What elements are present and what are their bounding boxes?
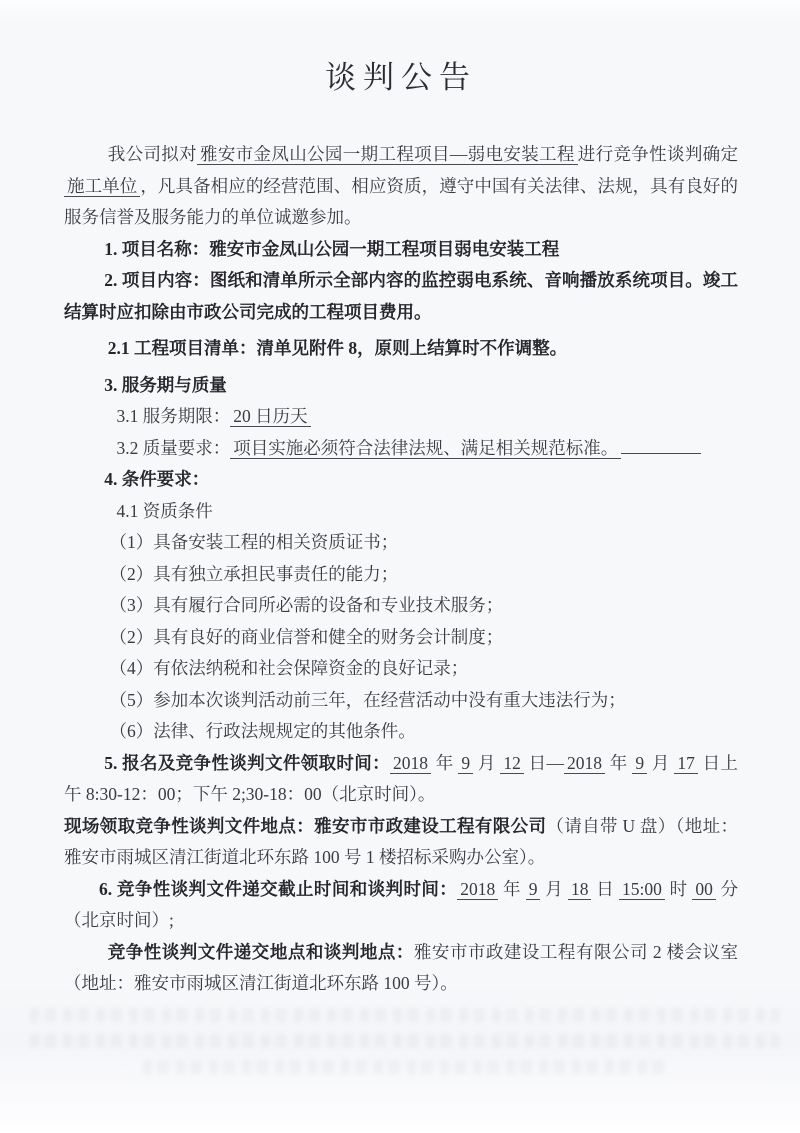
month-unit-2: 月 bbox=[651, 752, 670, 773]
condition-item-1: （1）具备安装工程的相关资质证书； bbox=[109, 532, 399, 552]
pickup-company-name: 雅安市市政建设工程有限公司 bbox=[314, 815, 547, 836]
end-month-underlined: 9 bbox=[632, 753, 647, 774]
deadline-year-underlined: 2018 bbox=[457, 879, 498, 900]
start-month-underlined: 9 bbox=[458, 753, 473, 774]
intro-rest-text: ，凡具备相应的经营范围、相应资质，遵守中国有关法律、法规，具有良好的服务信誉及服务能力的单位诚邀参加。 bbox=[64, 175, 739, 227]
deadline-minute-underlined: 00 bbox=[692, 879, 716, 900]
pickup-location-label: 现场领取竞争性谈判文件地点： bbox=[64, 815, 315, 836]
deadline-year-unit: 年 bbox=[502, 878, 521, 899]
item-3-2-label: 3.2 质量要求： bbox=[116, 437, 231, 458]
condition-item-3: （3）具有履行合同所必需的设备和专业技术服务； bbox=[109, 595, 504, 615]
bleed-line bbox=[30, 1008, 780, 1022]
deadline-month-unit: 月 bbox=[545, 878, 564, 899]
pickup-location-detail: （请自带 U 盘）（地址：雅安市雨城区清江街道北环东路 100 号 1 楼招标采购办公室）。 bbox=[64, 815, 739, 867]
year-unit-2: 年 bbox=[609, 752, 628, 773]
item-3-heading: 3. 服务期与质量 bbox=[104, 374, 227, 395]
item-1-label: 1. 项目名称： bbox=[104, 238, 210, 259]
document-title: 谈判公告 bbox=[325, 60, 477, 95]
start-year-underlined: 2018 bbox=[390, 753, 431, 774]
item-5-label: 5. 报名及竞争性谈判文件领取时间： bbox=[104, 752, 390, 773]
month-unit: 月 bbox=[477, 752, 496, 773]
submit-location-paragraph bbox=[64, 937, 738, 1000]
condition-item-5: （4）有依法纳税和社会保障资金的良好记录； bbox=[109, 658, 469, 678]
item-3-2-quality bbox=[64, 433, 738, 465]
condition-item-2: （2）具有独立承担民事责任的能力； bbox=[109, 563, 399, 584]
blank-underline bbox=[621, 435, 701, 454]
item-6-deadline bbox=[64, 874, 738, 937]
submit-location-label: 竞争性谈判文件递交地点和谈判地点： bbox=[107, 941, 414, 962]
bleed-line bbox=[30, 1034, 780, 1048]
bleed-line bbox=[143, 1060, 668, 1074]
item-5-time-range: 日上午 8:30-12：00；下午 2;30-18：00（北京时间）。 bbox=[64, 752, 738, 804]
deadline-day-underlined: 18 bbox=[568, 879, 592, 900]
condition-item-4: （2）具有良好的商业信誉和健全的财务会计制度； bbox=[109, 626, 504, 647]
item-2-label: 2. 项目内容： bbox=[104, 270, 210, 290]
project-name-underlined: 雅安市金凤山公园一期工程项目—弱电安装工程 bbox=[197, 144, 578, 165]
deadline-hour-unit: 时 bbox=[669, 878, 688, 899]
service-period-underlined: 20 日历天 bbox=[230, 406, 310, 427]
item-2-1-project-list bbox=[64, 333, 738, 365]
item-2-project-content bbox=[64, 265, 738, 328]
item-2-1-label: 2.1 工程项目清单： bbox=[107, 338, 257, 358]
day-dash: 日— bbox=[528, 752, 564, 773]
end-year-underlined: 2018 bbox=[564, 753, 605, 774]
start-day-underlined: 12 bbox=[500, 753, 524, 774]
document-body bbox=[64, 52, 738, 1000]
deadline-day-unit: 日 bbox=[596, 878, 615, 899]
item-5-pickup-time bbox=[64, 748, 738, 811]
intro-pre-text: 我公司拟对 bbox=[107, 144, 197, 164]
unit-type-underlined: 施工单位 bbox=[64, 176, 140, 197]
end-day-underlined: 17 bbox=[674, 753, 698, 774]
intro-mid-text: 进行竞争性谈判确定 bbox=[577, 144, 739, 164]
condition-item-6: （5）参加本次谈判活动前三年，在经营活动中没有重大违法行为； bbox=[109, 689, 626, 710]
item-4-heading: 4. 条件要求： bbox=[104, 469, 210, 489]
item-1-value: 雅安市金凤山公园一期工程项目弱电安装工程 bbox=[209, 238, 560, 259]
item-2-value: 图纸和清单所示全部内容的监控弱电系统、音响播放系统项目。竣工结算时应扣除由市政公司完成的工程项目费用。 bbox=[64, 270, 739, 322]
item-4-1-heading: 4.1 资质条件 bbox=[116, 500, 213, 521]
item-6-label: 6. 竞争性谈判文件递交截止时间和谈判时间： bbox=[99, 878, 458, 899]
item-1-project-name bbox=[64, 234, 738, 266]
item-2-1-value: 清单见附件 8，原则上结算时不作调整。 bbox=[256, 338, 568, 358]
deadline-month-underlined: 9 bbox=[526, 879, 541, 900]
page-bleed-through bbox=[30, 1008, 780, 1098]
deadline-time-underlined: 15:00 bbox=[619, 879, 665, 900]
year-unit: 年 bbox=[435, 752, 454, 773]
item-3-1-label: 3.1 服务期限： bbox=[116, 406, 231, 426]
quality-requirement-underlined: 项目实施必须符合法律法规、满足相关规范标准。 bbox=[230, 438, 621, 459]
pickup-location-paragraph bbox=[64, 811, 738, 874]
submit-location-detail: 雅安市市政建设工程有限公司 2 楼会议室（地址：雅安市雨城区清江街道北环东路 100 号）。 bbox=[64, 941, 739, 993]
item-6-tail: 分（北京时间）; bbox=[64, 878, 739, 930]
item-3-1-service-period bbox=[64, 401, 738, 433]
intro-paragraph bbox=[64, 139, 738, 234]
condition-item-7: （6）法律、行政法规规定的其他条件。 bbox=[109, 721, 416, 741]
